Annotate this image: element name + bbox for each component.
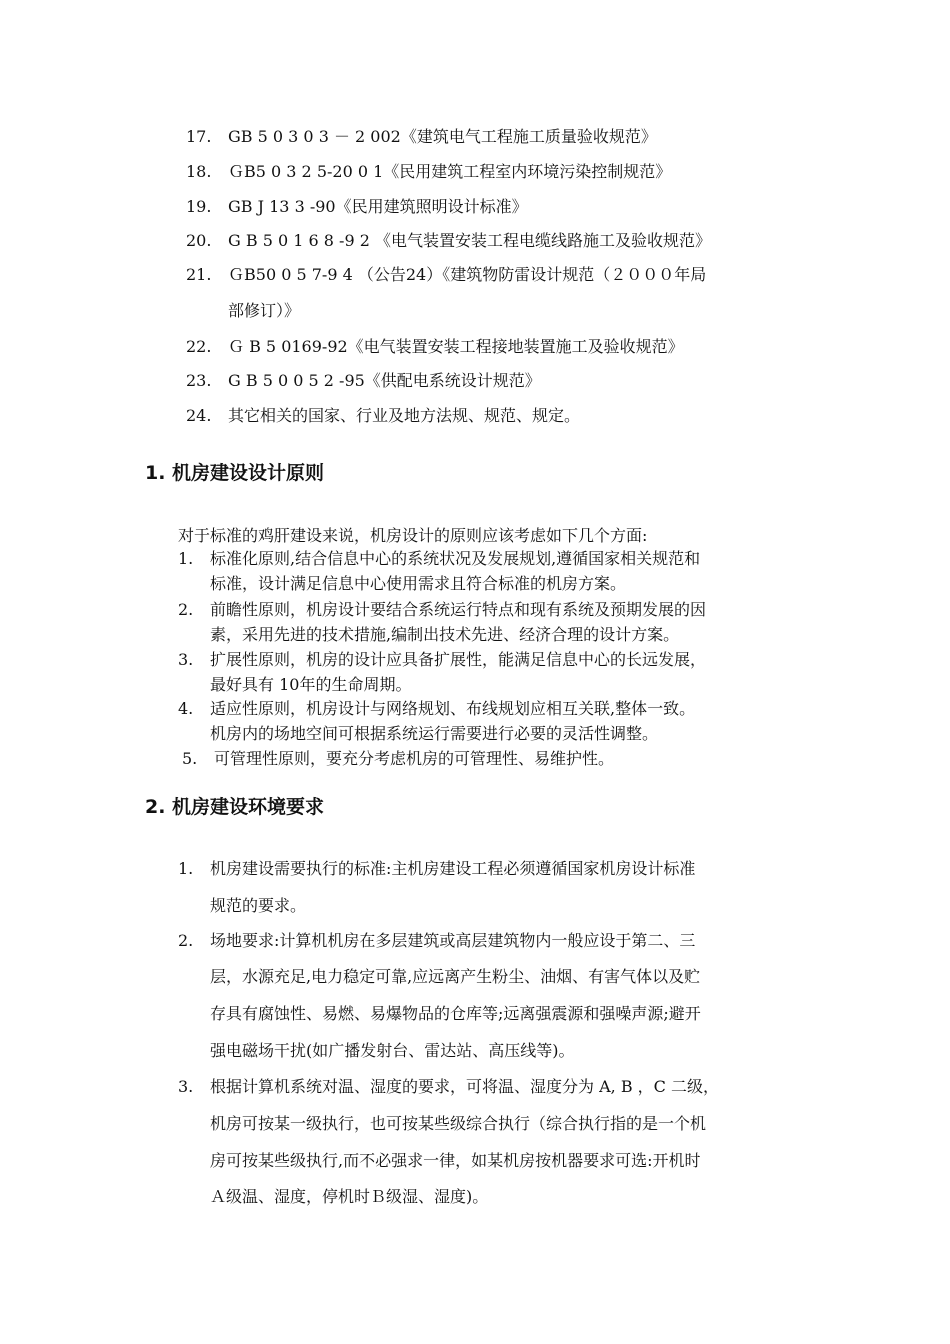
section-heading: 1. 机房建设设计原则	[145, 462, 325, 484]
standard-item: 21. ＧB50 0 5 7-9 4 （公告24）《建筑物防雷设计规范（２０００年局	[186, 265, 707, 284]
principle-item-continuation: 最好具有 10年的生命周期。	[210, 675, 412, 694]
principle-item: 2. 前瞻性原则，机房设计要结合系统运行特点和现有系统及预期发展的因	[178, 600, 707, 619]
requirement-item-continuation: 房可按某些级执行,而不必强求一律，如某机房按机器要求可选:开机时	[210, 1151, 701, 1170]
requirement-item-continuation: 强电磁场干扰(如广播发射台、雷达站、高压线等)。	[210, 1041, 575, 1060]
standard-item: 17. GB 5 0 3 0 3 － 2 002《建筑电气工程施工质量验收规范》	[186, 127, 657, 146]
standard-item: 23. G B 5 0 0 5 2 -95《供配电系统设计规范》	[186, 371, 541, 390]
section-intro: 对于标准的鸡肝建设来说，机房设计的原则应该考虑如下几个方面:	[178, 526, 648, 545]
principle-item: 3. 扩展性原则，机房的设计应具备扩展性，能满足信息中心的长远发展，	[178, 650, 707, 669]
section-heading: 2. 机房建设环境要求	[145, 796, 325, 818]
standard-item: 19. GB J 13 3 -90《民用建筑照明设计标准》	[186, 197, 528, 216]
requirement-item: 2. 场地要求:计算机机房在多层建筑或高层建筑物内一般应设于第二、三	[178, 931, 696, 950]
requirement-item-continuation: 机房可按某一级执行，也可按某些级综合执行（综合执行指的是一个机	[210, 1114, 707, 1133]
requirement-item: 3. 根据计算机系统对温、湿度的要求，可将温、湿度分为 A, B ，C 二级，	[178, 1077, 719, 1096]
standard-item: 18. ＧB5 0 3 2 5-20 0 1《民用建筑工程室内环境污染控制规范》	[186, 162, 672, 181]
principle-item: 5. 可管理性原则，要充分考虑机房的可管理性、易维护性。	[182, 749, 615, 768]
requirement-item-continuation: 层，水源充足,电力稳定可靠,应远离产生粉尘、油烟、有害气体以及贮	[210, 967, 701, 986]
principle-item-continuation: 素，采用先进的技术措施,编制出技术先进、经济合理的设计方案。	[210, 625, 680, 644]
principle-item-continuation: 机房内的场地空间可根据系统运行需要进行必要的灵活性调整。	[210, 724, 659, 743]
requirement-item: 1. 机房建设需要执行的标准:主机房建设工程必须遵循国家机房设计标准	[178, 859, 696, 878]
principle-item: 1. 标准化原则,结合信息中心的系统状况及发展规划,遵循国家相关规范和	[178, 549, 701, 568]
standard-item-continuation: 部修订）》	[228, 301, 301, 320]
standard-item: 24. 其它相关的国家、行业及地方法规、规范、规定。	[186, 406, 581, 425]
requirement-item-continuation: 存具有腐蚀性、易燃、易爆物品的仓库等;远离强震源和强噪声源;避开	[210, 1004, 701, 1023]
requirement-item-continuation: 规范的要求。	[210, 896, 307, 915]
requirement-item-continuation: Ａ级温、湿度，停机时Ｂ级湿、湿度)。	[210, 1187, 489, 1206]
principle-item: 4. 适应性原则，机房设计与网络规划、布线规划应相互关联,整体一致。	[178, 699, 696, 718]
standard-item: 20. G B 5 0 1 6 8 -9 2 《电气装置安装工程电缆线路施工及验收规范》	[186, 231, 711, 250]
principle-item-continuation: 标准，设计满足信息中心使用需求且符合标准的机房方案。	[210, 574, 627, 593]
standard-item: 22. Ｇ B 5 0169-92《电气装置安装工程接地装置施工及验收规范》	[186, 337, 684, 356]
